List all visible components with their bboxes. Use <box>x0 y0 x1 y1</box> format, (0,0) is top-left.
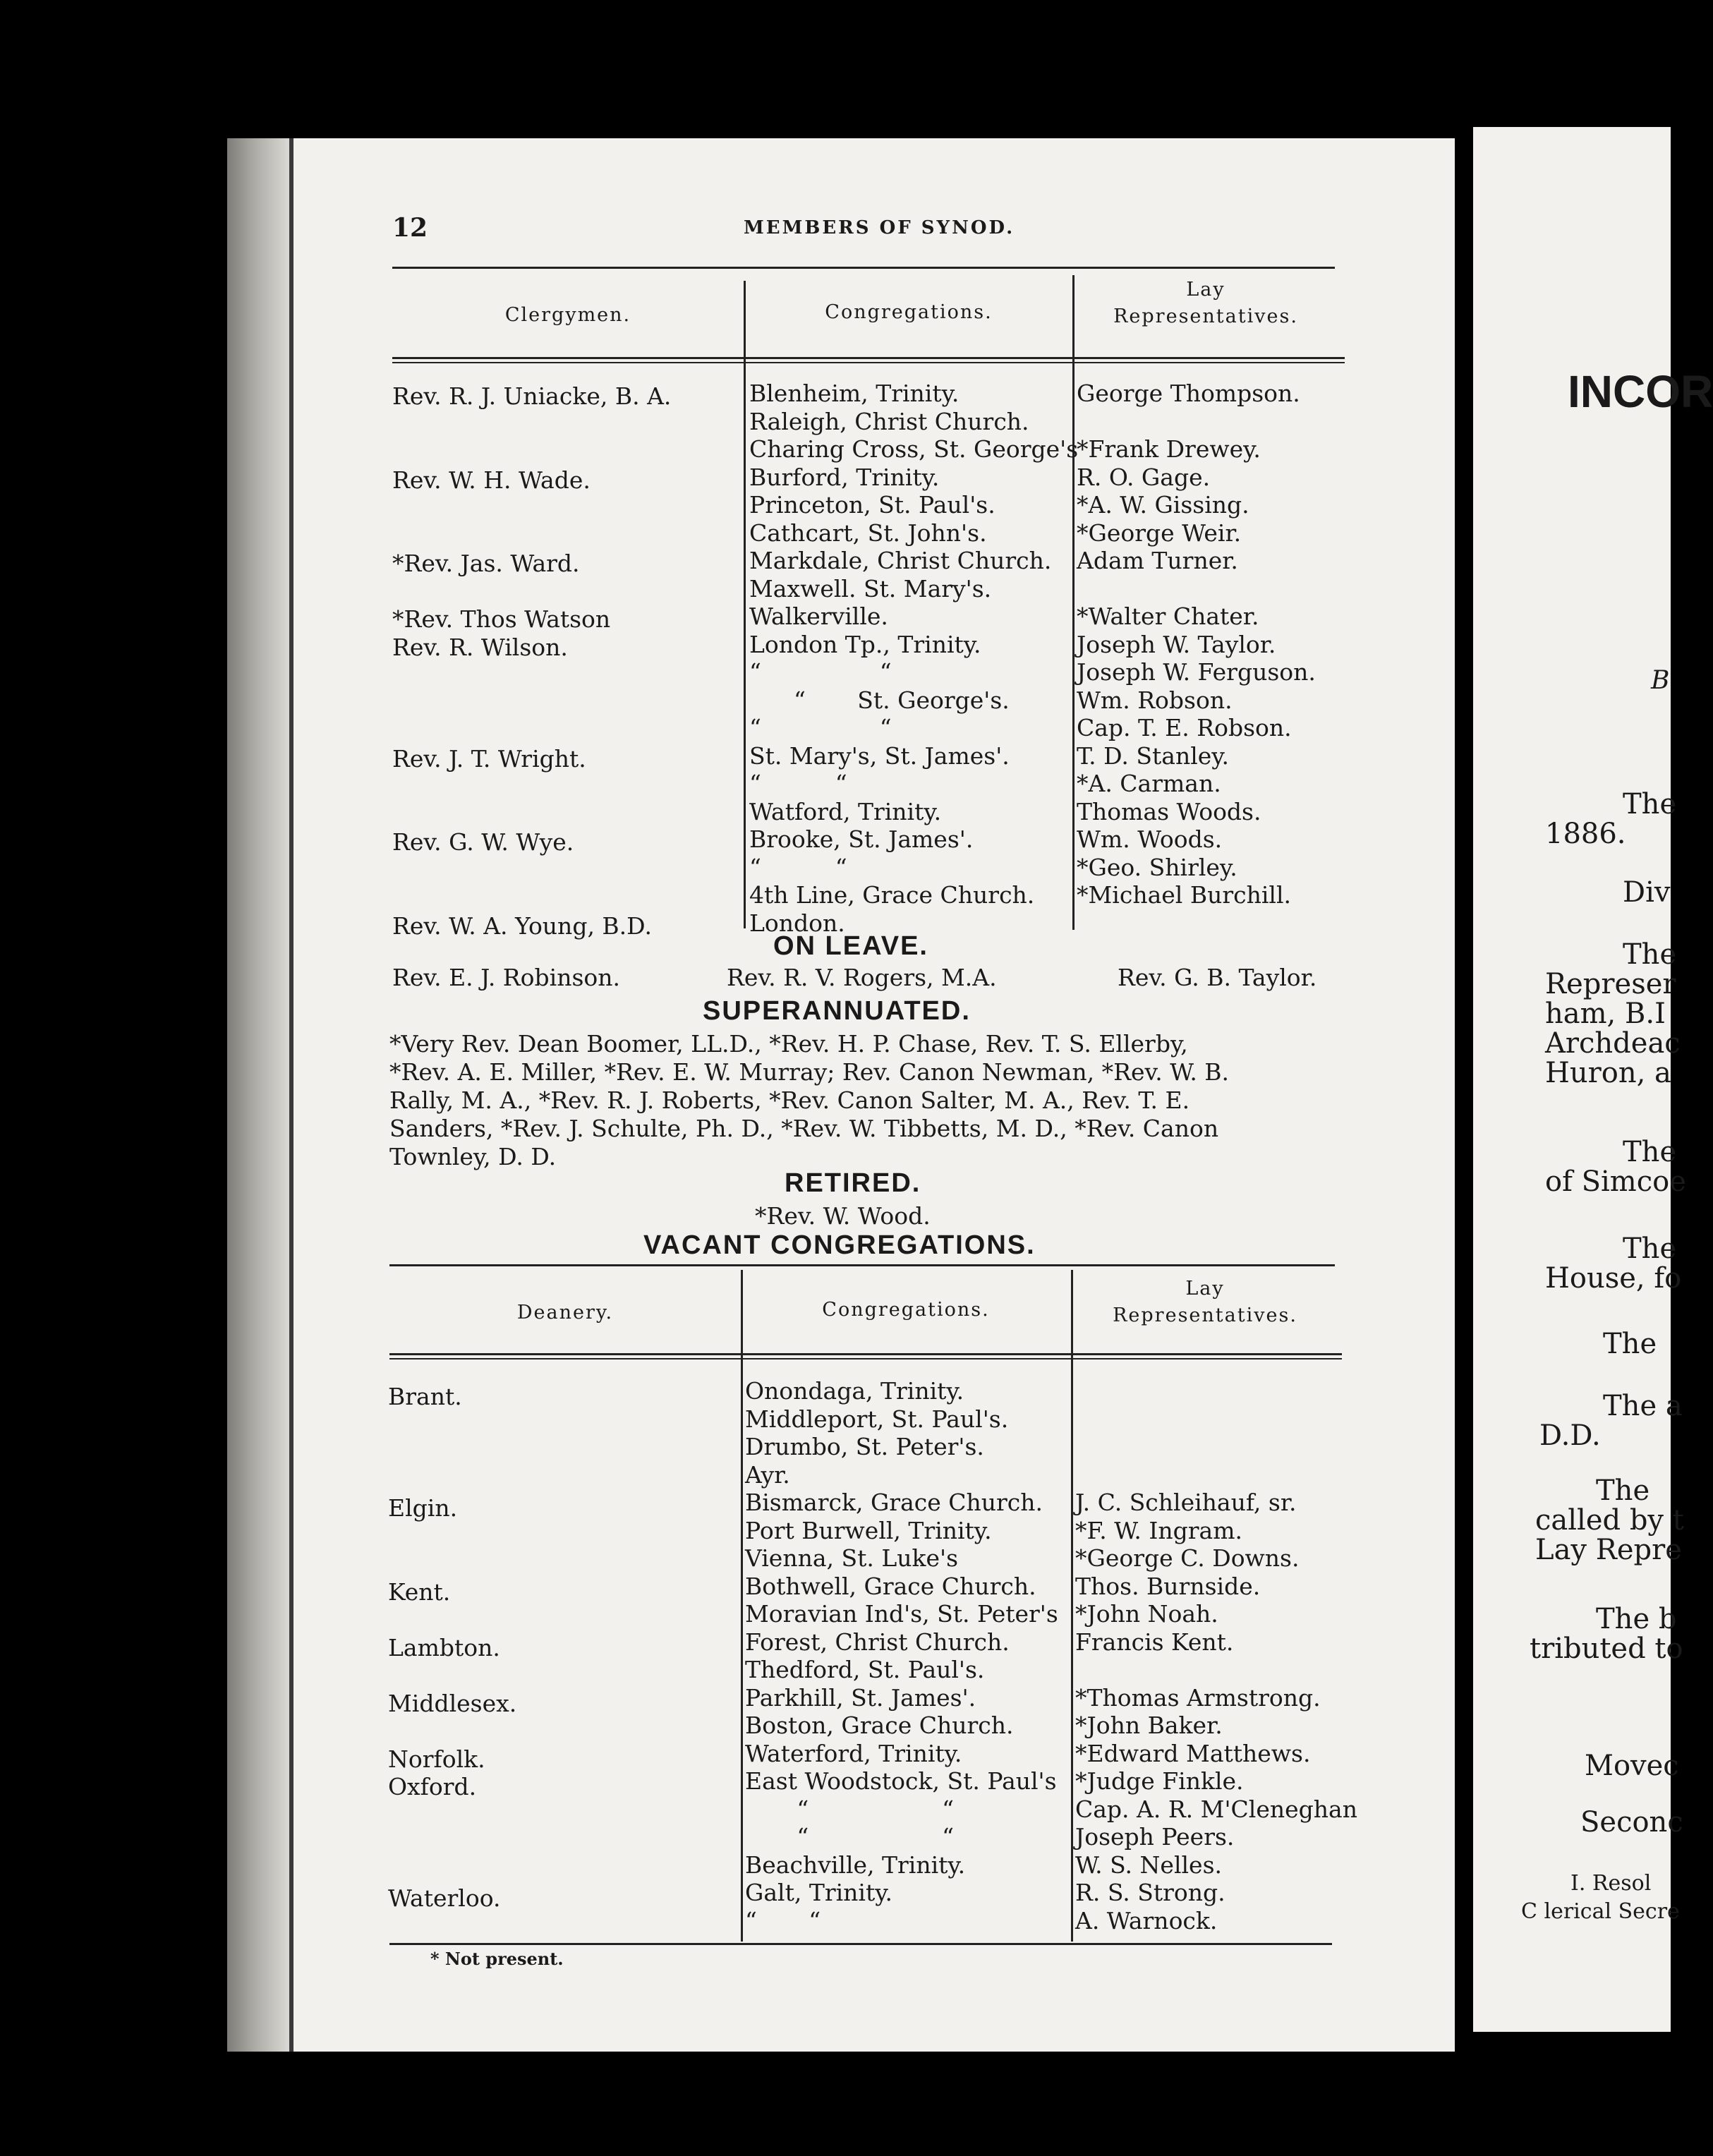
congregation-entry: Ayr. <box>745 1460 790 1489</box>
lay-representative: *George Weir. <box>1077 519 1242 547</box>
vacant-top-rule <box>389 1264 1335 1266</box>
lay-representative: Francis Kent. <box>1075 1628 1234 1656</box>
lay-representative: R. S. Strong. <box>1075 1879 1225 1906</box>
on-leave-name: Rev. G. B. Taylor. <box>1118 964 1317 991</box>
on-leave-heading: ON LEAVE. <box>773 931 928 961</box>
right-page-fragment: INCOR <box>1568 366 1713 417</box>
congregation-entry: East Woodstock, St. Paul's <box>745 1767 1057 1795</box>
lay-representative <box>1075 1405 1357 1434</box>
deanery-name: Brant. <box>388 1383 462 1410</box>
superannuated-list <box>389 1030 1346 1171</box>
deanery-name: Lambton. <box>388 1633 500 1661</box>
lay-representative: T. D. Stanley. <box>1077 741 1230 770</box>
right-page-fragment: The <box>1596 1474 1650 1507</box>
superannuated-line: Sanders, *Rev. J. Schulte, Ph. D., *Rev. W. Tibbetts, M. D., *Rev. Canon <box>389 1115 1219 1142</box>
lay-representative: Adam Turner. <box>1077 547 1238 574</box>
congregation-entry: Waterford, Trinity. <box>745 1739 962 1767</box>
congregation-entry: “ “ <box>749 770 847 797</box>
footnote: * Not present. <box>430 1949 564 1969</box>
deanery-name: Kent. <box>388 1577 451 1606</box>
congregation-entry: Charing Cross, St. George's <box>749 435 1079 463</box>
lay-representative: Cap. A. R. M'Cleneghan <box>1075 1795 1357 1823</box>
column-divider <box>744 281 746 928</box>
congregation-entry: Bothwell, Grace Church. <box>745 1572 1036 1600</box>
right-page-fragment: The <box>1623 1233 1677 1265</box>
vacant-header-rule-2 <box>389 1358 1342 1359</box>
lay-representative: Thomas Woods. <box>1077 797 1261 825</box>
right-page-fragment: 1886. <box>1545 818 1626 850</box>
clergyman-name: Rev. R. J. Uniacke, B. A. <box>392 382 672 410</box>
right-page-fragment: Huron, a <box>1545 1057 1671 1089</box>
congregation-entry: Middleport, St. Paul's. <box>745 1405 1009 1433</box>
congregation-entry: London. <box>749 909 845 937</box>
lay-representative: *F. W. Ingram. <box>1075 1516 1243 1544</box>
lay-representative: *Edward Matthews. <box>1075 1739 1311 1767</box>
superannuated-line: *Rev. A. E. Miller, *Rev. E. W. Murray; Rev. Canon Newman, *Rev. W. B. <box>389 1058 1230 1086</box>
right-page-fragment: D.D. <box>1539 1419 1601 1452</box>
right-page-fragment: called by t <box>1535 1504 1684 1537</box>
deanery-name: Oxford. <box>388 1773 477 1800</box>
right-page-fragment: The <box>1623 788 1677 820</box>
lay-representative: Thos. Burnside. <box>1075 1572 1261 1600</box>
lay-representative: *Thomas Armstrong. <box>1075 1683 1321 1712</box>
congregation-entry: Bismarck, Grace Church. <box>745 1489 1043 1516</box>
deanery-name: Norfolk. <box>388 1745 485 1773</box>
congregation-entry: Raleigh, Christ Church. <box>749 407 1029 435</box>
lay-representative: A. Warnock. <box>1075 1906 1218 1934</box>
congregation-entry: Parkhill, St. James'. <box>745 1683 976 1712</box>
congregation-entry: Drumbo, St. Peter's. <box>745 1433 984 1460</box>
clergyman-name: Rev. J. T. Wright. <box>392 744 586 773</box>
lay-representative: *Judge Finkle. <box>1075 1767 1244 1795</box>
vacant-congregations-column <box>745 1377 1058 1934</box>
congregation-entry: Brooke, St. James'. <box>749 825 974 853</box>
lay-representative: Joseph Peers. <box>1075 1823 1235 1851</box>
right-page-fragment: The <box>1603 1328 1657 1360</box>
congregation-entry: Thedford, St. Paul's. <box>745 1656 985 1683</box>
right-page-fragment: of Simcoe <box>1545 1165 1686 1198</box>
superannuated-line: Townley, D. D. <box>389 1143 557 1170</box>
vacant-lay-column <box>1075 1377 1357 1934</box>
clergyman-name: Rev. W. H. Wade. <box>392 466 591 494</box>
congregation-entry: Blenheim, Trinity. <box>749 380 960 407</box>
lay-representative: *Walter Chater. <box>1077 602 1259 630</box>
lay-representative: *Frank Drewey. <box>1077 435 1261 463</box>
lay-representative <box>1075 1656 1357 1684</box>
congregation-entry: “ “ <box>749 714 892 741</box>
table-header-rule-2 <box>392 362 1345 363</box>
lay-representative: J. C. Schleihauf, sr. <box>1075 1489 1297 1516</box>
col-header-congregations: Congregations. <box>822 1299 990 1321</box>
superannuated-heading: SUPERANNUATED. <box>703 996 971 1026</box>
header-rule <box>392 267 1335 269</box>
clergyman-name: Rev. W. A. Young, B.D. <box>392 912 652 940</box>
congregation-entry: Princeton, St. Paul's. <box>749 491 995 519</box>
congregation-entry: Moravian Ind's, St. Peter's <box>745 1600 1058 1628</box>
right-page-fragment: ham, B.I <box>1545 998 1666 1030</box>
vacant-heading: VACANT CONGREGATIONS. <box>643 1230 1036 1260</box>
lay-representative <box>1077 909 1316 938</box>
footer-rule <box>389 1943 1332 1945</box>
congregation-entry: Watford, Trinity. <box>749 797 942 825</box>
right-page-fragment: Div <box>1623 876 1671 909</box>
right-page-fragment: Movec <box>1585 1750 1679 1782</box>
right-page-fragment: House, fo <box>1545 1262 1682 1295</box>
deanery-name: Waterloo. <box>388 1884 501 1912</box>
vacant-header-rule <box>389 1353 1342 1355</box>
lay-representative: Cap. T. E. Robson. <box>1077 714 1292 741</box>
clergyman-name: *Rev. Jas. Ward. <box>392 550 580 577</box>
congregation-entry: London Tp., Trinity. <box>749 630 981 658</box>
congregation-entry: Beachville, Trinity. <box>745 1851 966 1879</box>
right-page-fragment: Archdeac <box>1545 1027 1681 1060</box>
lay-representative: R. O. Gage. <box>1077 463 1211 491</box>
on-leave-name: Rev. E. J. Robinson. <box>392 964 620 991</box>
lay-representative: Wm. Woods. <box>1077 825 1223 853</box>
congregation-entry: “ “ <box>745 1906 821 1934</box>
congregation-entry: Markdale, Christ Church. <box>749 547 1052 574</box>
lay-representative: *Geo. Shirley. <box>1077 853 1237 881</box>
right-page-fragment: Lay Repre <box>1535 1534 1682 1566</box>
col-header-deanery: Deanery. <box>516 1302 614 1324</box>
lay-representative: *John Noah. <box>1075 1600 1218 1628</box>
lay-representative: *A. Carman. <box>1077 770 1221 797</box>
lay-representative <box>1075 1461 1357 1489</box>
column-divider <box>1071 1270 1073 1942</box>
book-gutter <box>227 138 291 2052</box>
deanery-name: Middlesex. <box>388 1689 517 1717</box>
lay-representative: *A. W. Gissing. <box>1077 491 1249 519</box>
col-header-lay-line2: Representatives. <box>1113 1304 1297 1326</box>
lay-representative <box>1077 575 1316 603</box>
congregation-entry: Port Burwell, Trinity. <box>745 1516 992 1544</box>
clergyman-name: Rev. G. W. Wye. <box>392 828 574 856</box>
col-header-lay-line1: Lay <box>1186 279 1225 301</box>
congregation-entry: Walkerville. <box>749 602 888 630</box>
right-page-fragment: C lerical Secre <box>1521 1899 1680 1924</box>
col-header-lay-line2: Representatives. <box>1113 305 1298 327</box>
congregation-entry: “ “ <box>749 853 847 881</box>
retired-heading: RETIRED. <box>785 1168 921 1198</box>
superannuated-line: Rally, M. A., *Rev. R. J. Roberts, *Rev. Canon Salter, M. A., Rev. T. E. <box>389 1086 1190 1114</box>
congregation-entry: Vienna, St. Luke's <box>745 1544 959 1572</box>
lay-representative <box>1075 1433 1357 1461</box>
congregation-entry: “ St. George's. <box>749 686 1010 714</box>
clergyman-name: Rev. R. Wilson. <box>392 633 568 661</box>
col-header-lay-line1: Lay <box>1185 1278 1225 1300</box>
col-header-congregations: Congregations. <box>825 301 993 323</box>
congregation-entry: Maxwell. St. Mary's. <box>749 574 992 602</box>
congregations-column <box>749 380 1078 937</box>
lay-representative <box>1075 1377 1357 1405</box>
lay-representative: W. S. Nelles. <box>1075 1851 1223 1879</box>
retired-name: *Rev. W. Wood. <box>755 1202 931 1230</box>
running-title: MEMBERS OF SYNOD. <box>744 217 1015 238</box>
page-number: 12 <box>392 213 428 243</box>
congregation-entry: Cathcart, St. John's. <box>749 519 987 547</box>
congregation-entry: “ “ <box>745 1795 954 1823</box>
congregation-entry: Boston, Grace Church. <box>745 1712 1014 1739</box>
congregation-entry: “ “ <box>745 1823 954 1851</box>
column-divider <box>741 1270 743 1942</box>
gutter-shadow <box>289 138 293 2052</box>
col-header-clergymen: Clergymen. <box>504 304 631 326</box>
right-page-fragment: The b <box>1596 1603 1677 1635</box>
right-page-fragment: I. Resol <box>1570 1871 1652 1896</box>
lay-representative: George Thompson. <box>1077 380 1300 407</box>
lay-representative <box>1077 408 1316 436</box>
lay-representative: *Michael Burchill. <box>1077 881 1291 909</box>
congregation-entry: St. Mary's, St. James'. <box>749 741 1010 770</box>
clergyman-name: *Rev. Thos Watson <box>392 605 611 633</box>
lay-representative: Joseph W. Ferguson. <box>1077 658 1316 686</box>
congregation-entry: “ “ <box>749 658 892 686</box>
right-page-fragment: The <box>1623 938 1677 971</box>
congregation-entry: Burford, Trinity. <box>749 463 940 491</box>
congregation-entry: Onondaga, Trinity. <box>745 1377 964 1405</box>
on-leave-name: Rev. R. V. Rogers, M.A. <box>727 964 997 991</box>
right-page-fragment: Represer <box>1545 968 1676 1000</box>
deanery-name: Elgin. <box>388 1494 458 1522</box>
lay-representative: Joseph W. Taylor. <box>1077 630 1276 658</box>
right-page-fragment: B <box>1651 666 1670 695</box>
lay-representative: Wm. Robson. <box>1077 686 1233 714</box>
right-page-fragment: The a <box>1603 1390 1683 1422</box>
congregation-entry: 4th Line, Grace Church. <box>749 881 1035 909</box>
lay-representative: *John Baker. <box>1075 1712 1223 1739</box>
table-header-rule <box>392 357 1345 359</box>
congregation-entry: Galt, Trinity. <box>745 1879 892 1906</box>
lay-representatives-column <box>1077 380 1316 937</box>
right-page-fragment: Seconc <box>1580 1806 1683 1839</box>
superannuated-line: *Very Rev. Dean Boomer, LL.D., *Rev. H. P. Chase, Rev. T. S. Ellerby, <box>389 1030 1188 1058</box>
congregation-entry: Forest, Christ Church. <box>745 1628 1010 1656</box>
right-page-fragment: The <box>1623 1136 1677 1168</box>
lay-representative: *George C. Downs. <box>1075 1544 1300 1572</box>
right-page-fragment: tributed to <box>1530 1633 1683 1665</box>
